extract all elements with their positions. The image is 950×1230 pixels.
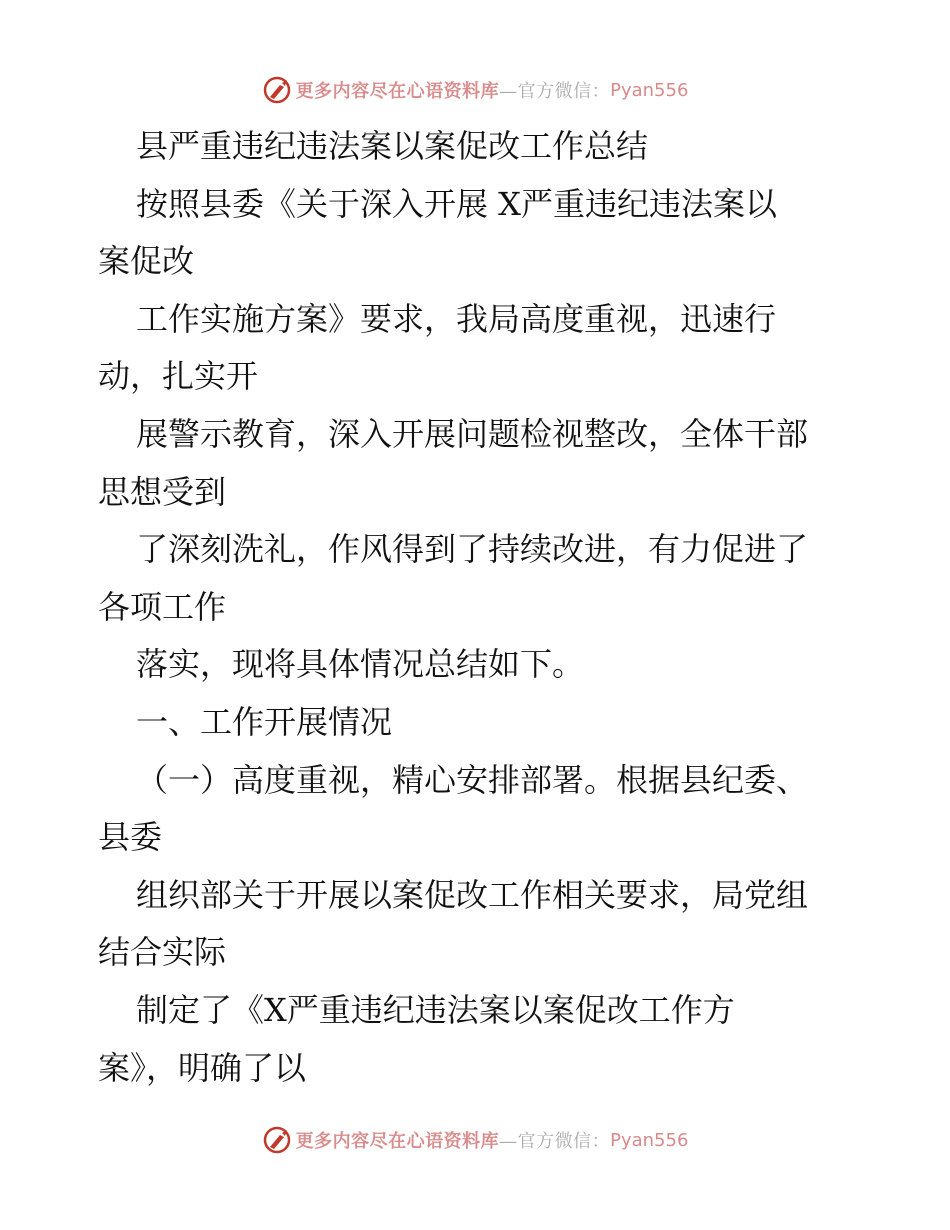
- text-line: 工作实施方案》要求，我局高度重视，迅速行: [136, 299, 777, 338]
- text-line: 案促改: [98, 242, 195, 281]
- text-line: 结合实际: [98, 933, 227, 972]
- watermark-banner-bottom: [0, 1120, 950, 1160]
- banner-wechat-label: —官方微信：: [499, 81, 611, 102]
- pen-nib-logo-icon: [262, 1125, 292, 1155]
- text-line: 一、工作开展情况: [136, 702, 393, 741]
- document-body: [98, 118, 898, 1097]
- text-line: 展警示教育，深入开展问题检视整改，全体干部: [136, 414, 809, 453]
- text-line: 各项工作: [98, 587, 227, 626]
- banner-brand-text: 更多内容尽在心语资料库: [295, 81, 500, 102]
- banner-wechat-id: Pyan556: [610, 1129, 689, 1151]
- text-line: 县严重违纪违法案以案促改工作总结: [136, 127, 649, 165]
- text-line: 动，扎实开: [98, 357, 259, 396]
- text-line: 案》，明确了以: [98, 1048, 307, 1087]
- text-line: 制定了《X严重违纪违法案以案促改工作方: [136, 990, 735, 1029]
- text-line: 县委: [98, 818, 163, 857]
- pen-nib-logo-icon: [262, 75, 292, 105]
- banner-wechat-id: Pyan556: [610, 79, 689, 101]
- text-line: 了深刻洗礼，作风得到了持续改进，有力促进了: [136, 530, 809, 569]
- text-line: 思想受到: [98, 472, 227, 511]
- banner-wechat-label: —官方微信：: [499, 1131, 611, 1152]
- text-line: 落实，现将具体情况总结如下。: [136, 645, 585, 684]
- banner-brand-text: 更多内容尽在心语资料库: [295, 1131, 500, 1152]
- text-line: （一）高度重视，精心安排部署。根据县纪委、: [136, 760, 809, 799]
- watermark-banner-top: [0, 70, 950, 110]
- text-line: 按照县委《关于深入开展 X严重违纪违法案以: [136, 184, 777, 223]
- text-line: 组织部关于开展以案促改工作相关要求，局党组: [136, 875, 809, 914]
